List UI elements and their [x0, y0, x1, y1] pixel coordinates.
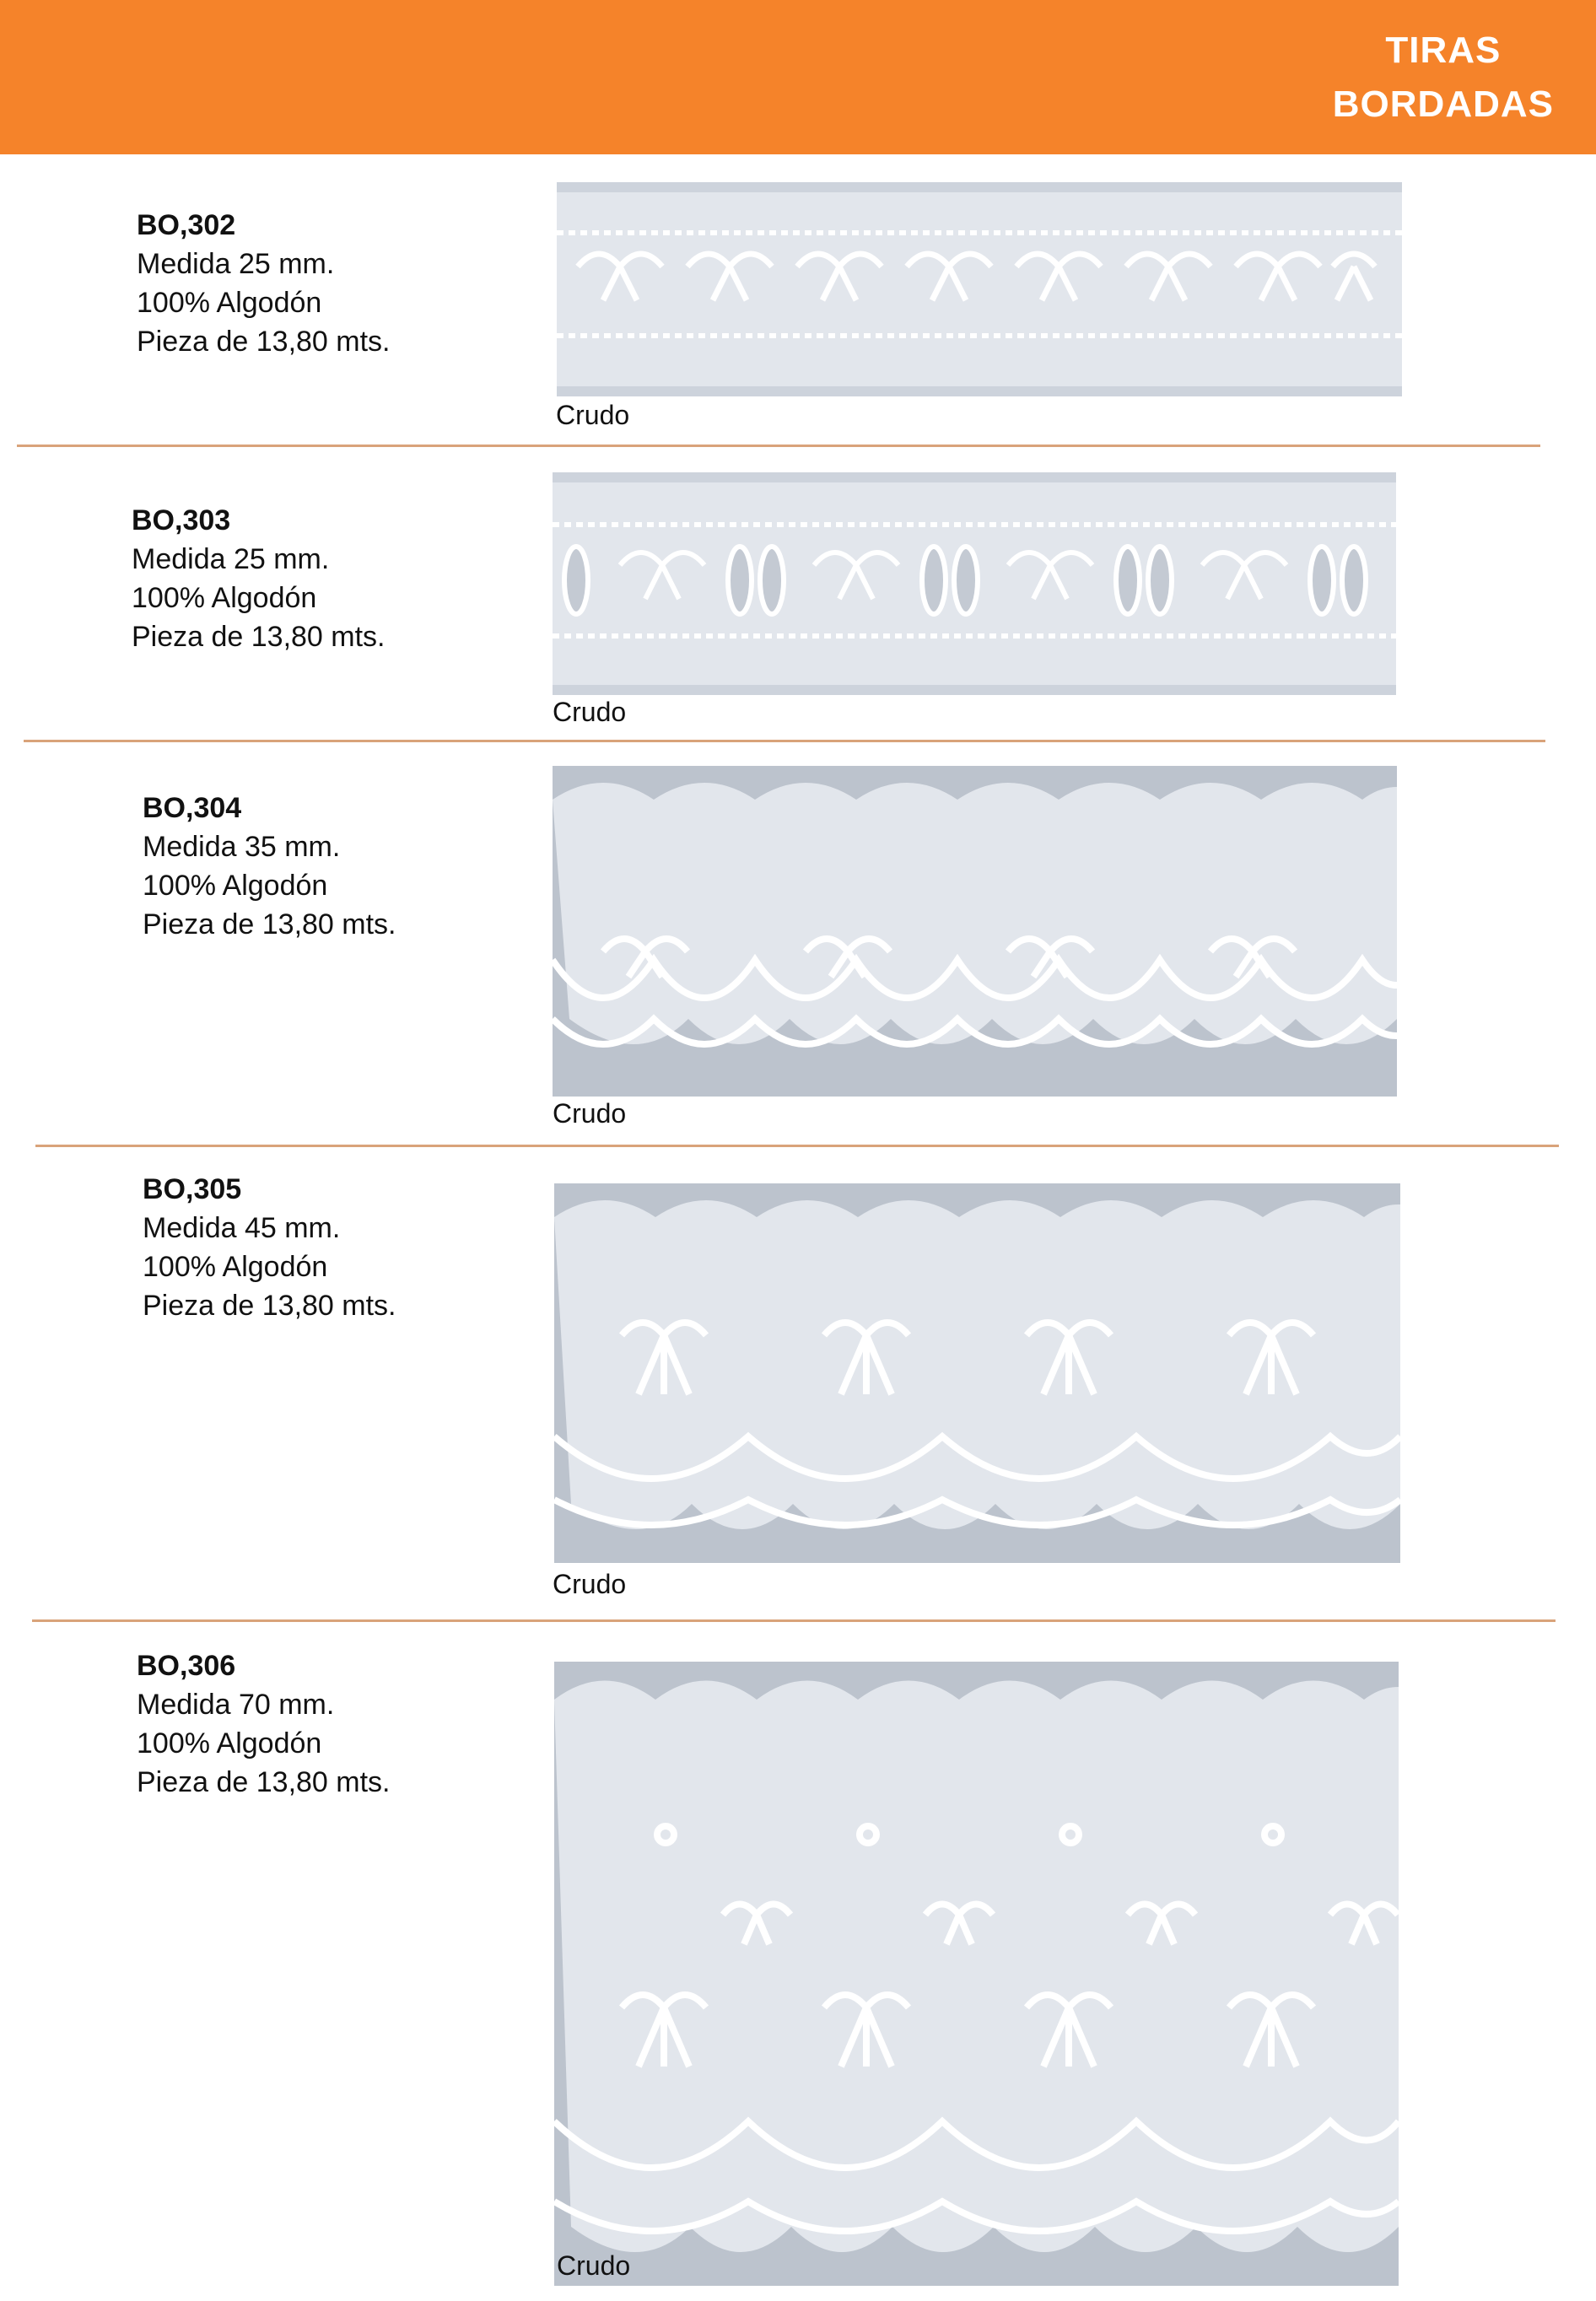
product-size: Medida 35 mm.	[143, 831, 341, 863]
product-info-bo303	[132, 501, 386, 656]
product-material: 100% Algodón	[143, 870, 328, 902]
divider	[35, 1145, 1559, 1147]
product-code: BO,302	[137, 209, 236, 241]
product-piece: Pieza de 13,80 mts.	[132, 621, 386, 653]
product-info-bo305	[143, 1170, 396, 1325]
product-material: 100% Algodón	[132, 582, 317, 614]
title-line-2: BORDADAS	[1332, 84, 1554, 125]
product-size: Medida 25 mm.	[137, 248, 335, 280]
color-label-bo306: Crudo	[557, 2250, 631, 2281]
product-code: BO,304	[143, 792, 242, 824]
swatch-image-bo304	[553, 766, 1397, 1097]
swatch-image-bo303	[553, 472, 1396, 695]
product-size: Medida 45 mm.	[143, 1212, 341, 1244]
color-label-bo304: Crudo	[553, 1098, 627, 1129]
product-code: BO,303	[132, 504, 231, 536]
product-piece: Pieza de 13,80 mts.	[137, 1766, 391, 1798]
color-label-bo305: Crudo	[553, 1569, 627, 1599]
product-material: 100% Algodón	[143, 1251, 328, 1283]
product-piece: Pieza de 13,80 mts.	[143, 1290, 396, 1322]
product-piece: Pieza de 13,80 mts.	[137, 326, 391, 358]
divider	[17, 445, 1540, 447]
product-code: BO,305	[143, 1173, 242, 1205]
swatch-image-bo306	[554, 1662, 1399, 2286]
product-info-bo302	[137, 206, 391, 361]
product-material: 100% Algodón	[137, 287, 322, 319]
product-info-bo306	[137, 1646, 391, 1802]
product-size: Medida 25 mm.	[132, 543, 330, 575]
color-label-bo302: Crudo	[556, 400, 630, 430]
product-code: BO,306	[137, 1650, 236, 1682]
catalog-section-title	[1333, 24, 1554, 132]
product-material: 100% Algodón	[137, 1727, 322, 1759]
divider	[24, 740, 1545, 742]
title-line-1: TIRAS	[1385, 30, 1502, 71]
color-label-bo303: Crudo	[553, 697, 627, 727]
product-info-bo304	[143, 789, 396, 944]
divider	[32, 1619, 1556, 1622]
swatch-image-bo305	[554, 1183, 1400, 1563]
swatch-image-bo302	[557, 182, 1402, 396]
product-size: Medida 70 mm.	[137, 1689, 335, 1721]
product-piece: Pieza de 13,80 mts.	[143, 908, 396, 940]
page-header	[0, 0, 1596, 154]
